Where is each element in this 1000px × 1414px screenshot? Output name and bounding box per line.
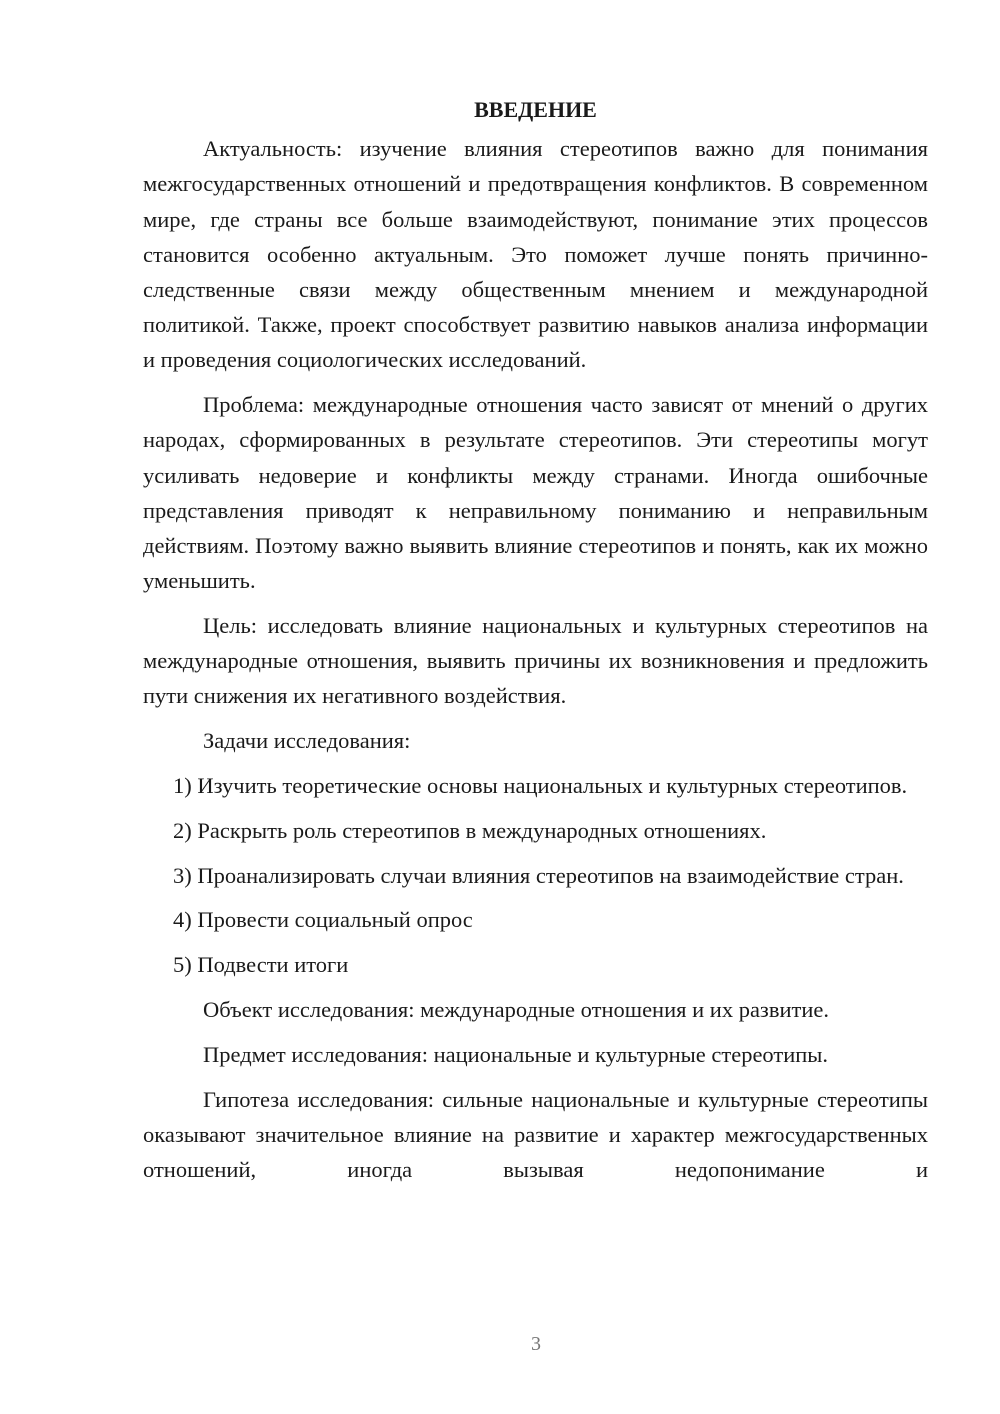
page-number: 3 (531, 1333, 541, 1355)
page-heading: ВВЕДЕНИЕ (474, 97, 597, 122)
task-item-2: 2) Раскрыть роль стереотипов в международных отношениях. (173, 817, 767, 843)
task-item-4: 4) Провести социальный опрос (173, 907, 473, 933)
task-item-1: 1) Изучить теоретические основы национальных и культурных стереотипов. (173, 773, 908, 799)
problem-paragraph: Проблема: международные отношения часто зависят от мнений о других народах, сформированных в результате стереотипов. Эти стереотипы могут усиливать недоверие и конфликты между странами. Иногда ошибочные представления приводят к неправильному пониманию и неправильным действиям. Поэтому важно выявить влияние стереотипов и понять, как их можно уменьшить. (143, 392, 928, 594)
subject-paragraph: Предмет исследования: национальные и культурные стереотипы. (203, 1041, 829, 1067)
task-item-5: 5) Подвести итоги (173, 952, 349, 978)
task-item-3: 3) Проанализировать случаи влияния стереотипов на взаимодействие стран. (173, 862, 904, 888)
object-paragraph: Объект исследования: международные отношения и их развитие. (203, 997, 829, 1023)
relevance-paragraph: Актуальность: изучение влияния стереотипов важно для понимания межгосударственных отношений и предотвращения конфликтов. В современном мире, где страны все больше взаимодействуют, понимание этих процессов становится особенно актуальным. Это поможет лучше понять причинно-следственные связи между общественным мнением и международной политикой. Также, проект способствует развитию навыков анализа информации и проведения социологических исследований. (143, 136, 928, 373)
hypothesis-paragraph: Гипотеза исследования: сильные национальные и культурные стереотипы оказывают значительное влияние на развитие и характер межгосударственных отношений, иногда вызывая недопонимание и (143, 1086, 928, 1183)
page-content (143, 92, 928, 1197)
goal-paragraph: Цель: исследовать влияние национальных и культурных стереотипов на международные отношения, выявить причины их возникновения и предложить пути снижения их негативного воздействия. (143, 613, 928, 709)
tasks-title: Задачи исследования: (203, 728, 411, 754)
